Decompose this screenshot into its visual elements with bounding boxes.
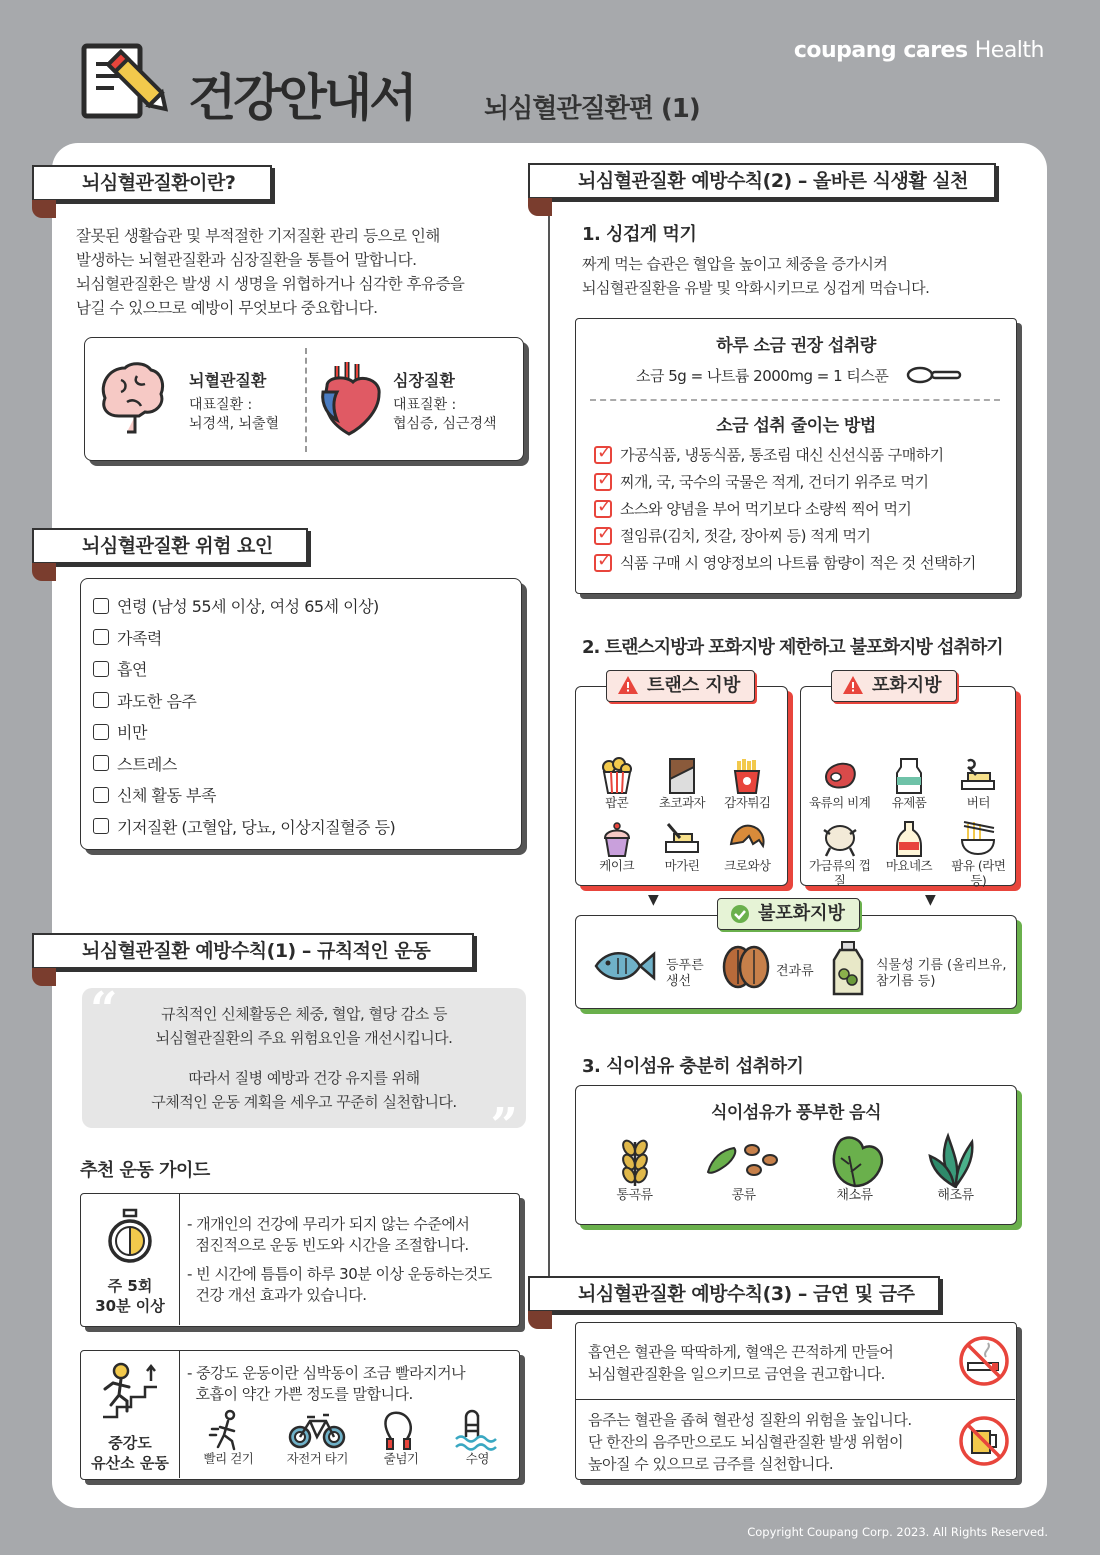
- margarine-icon: [662, 820, 702, 858]
- section-header-smoking-drinking: 뇌심혈관질환 예방수칙(3) – 금연 및 금주: [528, 1276, 940, 1312]
- swimming-icon: [454, 1409, 500, 1451]
- risk-item: 스트레스: [93, 748, 509, 780]
- frequency-bullet: - 개개인의 건강에 무리가 되지 않는 수준에서 점진적으로 운동 빈도와 시간을 조절합니다.: [187, 1215, 470, 1254]
- milk-icon: [891, 757, 927, 795]
- section-header-what-is: 뇌심혈관질환이란?: [32, 165, 272, 201]
- arrow-down-icon: ▼: [925, 892, 936, 908]
- check-icon: [594, 473, 612, 491]
- chicken-icon: [820, 820, 860, 858]
- section-header-exercise: 뇌심혈관질환 예방수칙(1) – 규칙적인 운동: [32, 933, 474, 969]
- activity-bike: 자전거 타기: [287, 1409, 348, 1466]
- divider: [305, 348, 307, 452]
- mayonnaise-icon: [891, 820, 927, 858]
- stairs-running-icon: [99, 1361, 161, 1427]
- quote-line: 따라서 질병 예방과 건강 유지를 위해: [188, 1069, 420, 1087]
- brand-logo: coupang cares Health: [793, 38, 1044, 63]
- activity-list: [187, 1409, 517, 1466]
- risk-item: 가족력: [93, 622, 509, 654]
- noodle-bowl-icon: [958, 820, 998, 858]
- fiber-box: [575, 1085, 1017, 1225]
- intensity-label: 중강도 유산소 운동: [91, 1434, 169, 1472]
- teaspoon-icon: [906, 365, 962, 389]
- reduce-item: ✓ 절임류(김치, 젓갈, 장아찌 등) 적게 먹기: [594, 522, 976, 549]
- food-palm-oil: 팜유 (라면 등): [944, 820, 1013, 888]
- stopwatch-icon: [105, 1208, 155, 1270]
- croissant-icon: [727, 820, 767, 858]
- food-poultry-skin: 가금류의 껍질: [805, 820, 874, 888]
- seaweed-icon: [926, 1132, 986, 1188]
- heart-icon: [317, 356, 387, 444]
- food-popcorn: 팝콘: [584, 757, 649, 810]
- salt-box: [575, 318, 1017, 594]
- heart-disease-title: 심장질환: [393, 371, 455, 390]
- trans-fat-label: 트랜스 지방: [606, 670, 755, 702]
- saturated-fat-label: 포화지방: [831, 670, 957, 702]
- checkbox-icon: [93, 692, 109, 708]
- intro-text: 잘못된 생활습관 및 부적절한 기저질환 관리 등으로 인해 발생하는 뇌혈관질환과 심장질환을 통틀어 말합니다. 뇌심혈관질환은 발생 시 생명을 위협하거나 심각한 후유증을 남길 수 있으므로 예방이 무엇보다 중요합니다.: [76, 227, 465, 317]
- salt-equation: 소금 5g = 나트륨 2000mg = 1 티스푼: [636, 367, 889, 385]
- frequency-guide-box: [80, 1193, 520, 1327]
- food-mayonnaise: 마요네즈: [874, 820, 943, 888]
- beans-icon: [704, 1132, 784, 1188]
- divider: [590, 399, 1000, 401]
- food-chocolate: 초코과자: [649, 757, 714, 810]
- activity-jump-rope: 줄넘기: [381, 1409, 421, 1466]
- jump-rope-icon: [381, 1409, 421, 1451]
- unsat-item: 견과류: [776, 964, 814, 979]
- open-quote-icon: “: [90, 982, 118, 1038]
- fries-icon: [729, 757, 765, 795]
- quote-line: 구체적인 운동 계획을 세우고 꾸준히 실천합니다.: [151, 1093, 457, 1111]
- wheat-icon: [607, 1132, 663, 1188]
- quote-line: 뇌심혈관질환의 주요 위험요인을 개선시킵니다.: [155, 1029, 453, 1047]
- brain-disease-desc: 대표질환 : 뇌경색, 뇌출혈: [189, 397, 280, 432]
- fiber-grain: 통곡류: [607, 1132, 663, 1203]
- chocolate-icon: [664, 757, 700, 795]
- risk-item: 비만: [93, 716, 509, 748]
- warning-icon: [842, 675, 864, 704]
- quote-line: 규칙적인 신체활동은 체중, 혈압, 혈당 감소 등: [161, 1005, 447, 1023]
- food-cake: 케이크: [584, 820, 649, 873]
- checkbox-icon: [93, 598, 109, 614]
- document-icon: [80, 40, 170, 126]
- butter-icon: [958, 757, 998, 795]
- diet-heading-2: 2. 트랜스지방과 포화지방 제한하고 불포화지방 섭취하기: [582, 637, 1003, 658]
- reduce-list: [594, 441, 976, 576]
- page-title: 건강안내서: [188, 69, 415, 127]
- fiber-title: 식이섬유가 풍부한 음식: [710, 1103, 882, 1123]
- unsat-item: 등푸른 생선: [666, 958, 704, 989]
- food-fries: 감자튀김: [715, 757, 780, 810]
- risk-item: 기저질환 (고혈압, 당뇨, 이상지질혈증 등): [93, 811, 509, 843]
- fiber-seaweed: 해조류: [926, 1132, 986, 1203]
- olive-oil-icon: [828, 940, 868, 1000]
- trans-fat-box: [575, 686, 788, 886]
- checkbox-icon: [93, 755, 109, 771]
- leafy-vegetable-icon: [825, 1132, 885, 1188]
- steak-icon: [822, 757, 858, 795]
- section-header-risk-factors: 뇌심혈관질환 위험 요인: [32, 528, 308, 564]
- reduce-title: 소금 섭취 줄이는 방법: [716, 416, 876, 436]
- arrow-down-icon: ▼: [648, 892, 659, 908]
- food-meat-fat: 육류의 비계: [805, 757, 874, 810]
- close-quote-icon: ”: [490, 1098, 518, 1154]
- no-smoking-icon: [958, 1335, 1010, 1391]
- intensity-bullet: - 중강도 운동이란 심박동이 조금 빨라지거나 호흡이 약간 가쁜 정도를 말합니다.: [187, 1364, 466, 1403]
- exercise-guide-title: 추천 운동 가이드: [80, 1160, 210, 1181]
- quote-box: [82, 982, 526, 1154]
- food-margarine: 마가린: [649, 820, 714, 873]
- diet-text-1: 짜게 먹는 습관은 혈압을 높이고 체중을 증가시켜 뇌심혈관질환을 유발 및 악화시키므로 싱겁게 먹습니다.: [582, 255, 930, 297]
- food-dairy: 유제품: [874, 757, 943, 810]
- disease-types-box: [84, 337, 524, 461]
- intensity-guide-box: [80, 1350, 520, 1480]
- drinking-text: 음주는 혈관을 좁혀 혈관성 질환의 위험을 높입니다. 단 한잔의 음주만으로도 뇌심혈관질환 발생 위험이 높아질 수 있으므로 금주를 실천합니다.: [588, 1411, 912, 1473]
- diet-heading-1: 1. 싱겁게 먹기: [582, 224, 697, 245]
- check-icon: [594, 500, 612, 518]
- risk-item: 연령 (남성 55세 이상, 여성 65세 이상): [93, 590, 509, 622]
- no-drinking-icon: [958, 1415, 1010, 1471]
- activity-walk: 빨리 걷기: [204, 1409, 254, 1466]
- risk-item: 흡연: [93, 653, 509, 685]
- diet-heading-3: 3. 식이섬유 충분히 섭취하기: [582, 1056, 804, 1077]
- warning-icon: [617, 675, 639, 704]
- checkbox-icon: [93, 629, 109, 645]
- brain-icon: [97, 358, 167, 442]
- saturated-fat-box: [800, 686, 1016, 886]
- brain-disease-title: 뇌혈관질환: [189, 371, 267, 390]
- page-subtitle: 뇌심혈관질환편 (1): [484, 94, 700, 124]
- walnut-icon: [720, 942, 772, 996]
- smoking-drinking-box: [575, 1322, 1017, 1480]
- checkbox-icon: [93, 724, 109, 740]
- walking-icon: [208, 1409, 248, 1451]
- food-butter: 버터: [944, 757, 1013, 810]
- reduce-item: ✓ 가공식품, 냉동식품, 통조림 대신 신선식품 구매하기: [594, 441, 976, 468]
- frequency-label: 주 5회 30분 이상: [95, 1277, 165, 1315]
- copyright: Copyright Coupang Corp. 2023. All Rights Reserved.: [747, 1525, 1048, 1539]
- fiber-beans: 콩류: [704, 1132, 784, 1203]
- check-icon: [594, 554, 612, 572]
- checkbox-icon: [93, 818, 109, 834]
- section-header-diet: 뇌심혈관질환 예방수칙(2) – 올바른 식생활 실천: [528, 163, 996, 199]
- bicycle-icon: [287, 1409, 347, 1451]
- fish-icon: [592, 946, 656, 990]
- food-croissant: 크로와상: [715, 820, 780, 873]
- reduce-item: ✓ 소스와 양념을 부어 먹기보다 소량씩 찍어 먹기: [594, 495, 976, 522]
- reduce-item: ✓ 식품 구매 시 영양정보의 나트륨 함량이 적은 것 선택하기: [594, 549, 976, 576]
- check-icon: [594, 527, 612, 545]
- check-icon: [594, 446, 612, 464]
- cake-icon: [599, 820, 635, 858]
- risk-item: 신체 활동 부족: [93, 779, 509, 811]
- reduce-item: ✓ 찌개, 국, 국수의 국물은 적게, 건더기 위주로 먹기: [594, 468, 976, 495]
- risk-factor-checklist: [80, 578, 522, 850]
- risk-item: 과도한 음주: [93, 685, 509, 717]
- check-circle-icon: [730, 904, 750, 933]
- popcorn-icon: [599, 757, 635, 795]
- frequency-bullet: - 빈 시간에 틈틈이 하루 30분 이상 운동하는것도 건강 개선 효과가 있습니다.: [187, 1265, 492, 1304]
- salt-title: 하루 소금 권장 섭취량: [716, 336, 876, 356]
- activity-swim: 수영: [454, 1409, 500, 1466]
- unsat-item: 식물성 기름 (올리브유, 참기름 등): [876, 958, 1007, 989]
- smoking-text: 흡연은 혈관을 딱딱하게, 혈액은 끈적하게 만들어 뇌심혈관질환을 일으키므로 금연을 권고합니다.: [588, 1343, 894, 1383]
- checkbox-icon: [93, 661, 109, 677]
- unsaturated-fat-label: 불포화지방: [717, 898, 860, 930]
- fiber-vegetables: 채소류: [825, 1132, 885, 1203]
- checkbox-icon: [93, 787, 109, 803]
- heart-disease-desc: 대표질환 : 협심증, 심근경색: [393, 397, 497, 432]
- column-divider: [548, 200, 550, 1280]
